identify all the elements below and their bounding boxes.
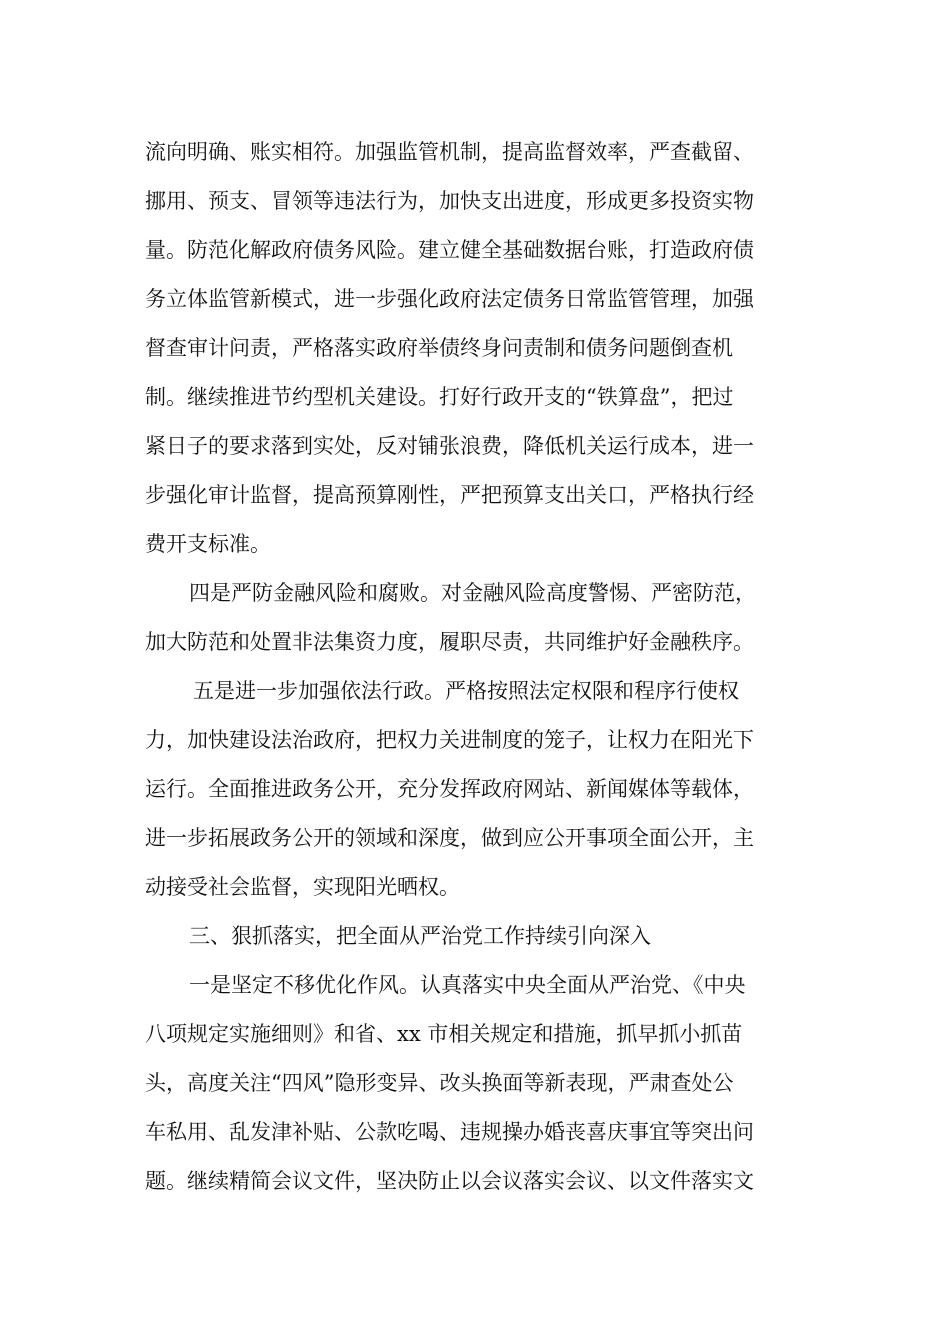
section-heading: 三、狠抓落实，把全面从严治党工作持续引向深入 xyxy=(189,924,651,948)
paragraph-start-line: 五是进一步加强依法行政。严格按照法定权限和程序行使权 xyxy=(193,679,739,703)
text-line: 头，高度关注“四风”隐形变异、改头换面等新表现，严肃查处公 xyxy=(145,1071,734,1095)
text-line: 量。防范化解政府债务风险。建立健全基础数据台账，打造政府债 xyxy=(145,238,754,262)
text-line: 八项规定实施细则》和省、xx 市相关规定和措施，抓早抓小抓苗 xyxy=(145,1022,743,1046)
text-line: 紧日子的要求落到实处，反对铺张浪费，降低机关运行成本，进一 xyxy=(145,434,754,458)
text-line: 督查审计问责，严格落实政府举债终身问责制和债务问题倒查机 xyxy=(145,336,733,360)
text-line: 运行。全面推进政务公开，充分发挥政府网站、新闻媒体等载体， xyxy=(145,777,754,801)
paragraph-start-line: 一是坚定不移优化作风。认真落实中央全面从严治党、《中央 xyxy=(189,973,746,997)
text-line: 挪用、预支、冒领等违法行为，加快支出进度，形成更多投资实物 xyxy=(145,189,754,213)
text-line: 务立体监管新模式，进一步强化政府法定债务日常监管管理，加强 xyxy=(145,287,754,311)
document-body xyxy=(145,128,810,1206)
text-line: 制。继续推进节约型机关建设。打好行政开支的“铁算盘”，把过 xyxy=(145,385,734,409)
text-line: 题。继续精简会议文件，坚决防止以会议落实会议、以文件落实文 xyxy=(145,1169,754,1193)
text-line: 步强化审计监督，提高预算刚性，严把预算支出关口，严格执行经 xyxy=(145,483,754,507)
text-line: 流向明确、账实相符。加强监管机制，提高监督效率，严查截留、 xyxy=(145,140,754,164)
text-line: 加大防范和处置非法集资力度，履职尽责，共同维护好金融秩序。 xyxy=(145,630,754,654)
text-line: 动接受社会监督，实现阳光晒权。 xyxy=(145,875,460,899)
text-line: 进一步拓展政务公开的领域和深度，做到应公开事项全面公开，主 xyxy=(145,826,754,850)
paragraph-start-line: 四是严防金融风险和腐败。对金融风险高度警惕、严密防范， xyxy=(189,581,756,605)
text-line: 力，加快建设法治政府，把权力关进制度的笼子，让权力在阳光下 xyxy=(145,728,754,752)
text-line: 车私用、乱发津补贴、公款吃喝、违规操办婚丧喜庆事宜等突出问 xyxy=(145,1120,754,1144)
text-line: 费开支标准。 xyxy=(145,532,271,556)
